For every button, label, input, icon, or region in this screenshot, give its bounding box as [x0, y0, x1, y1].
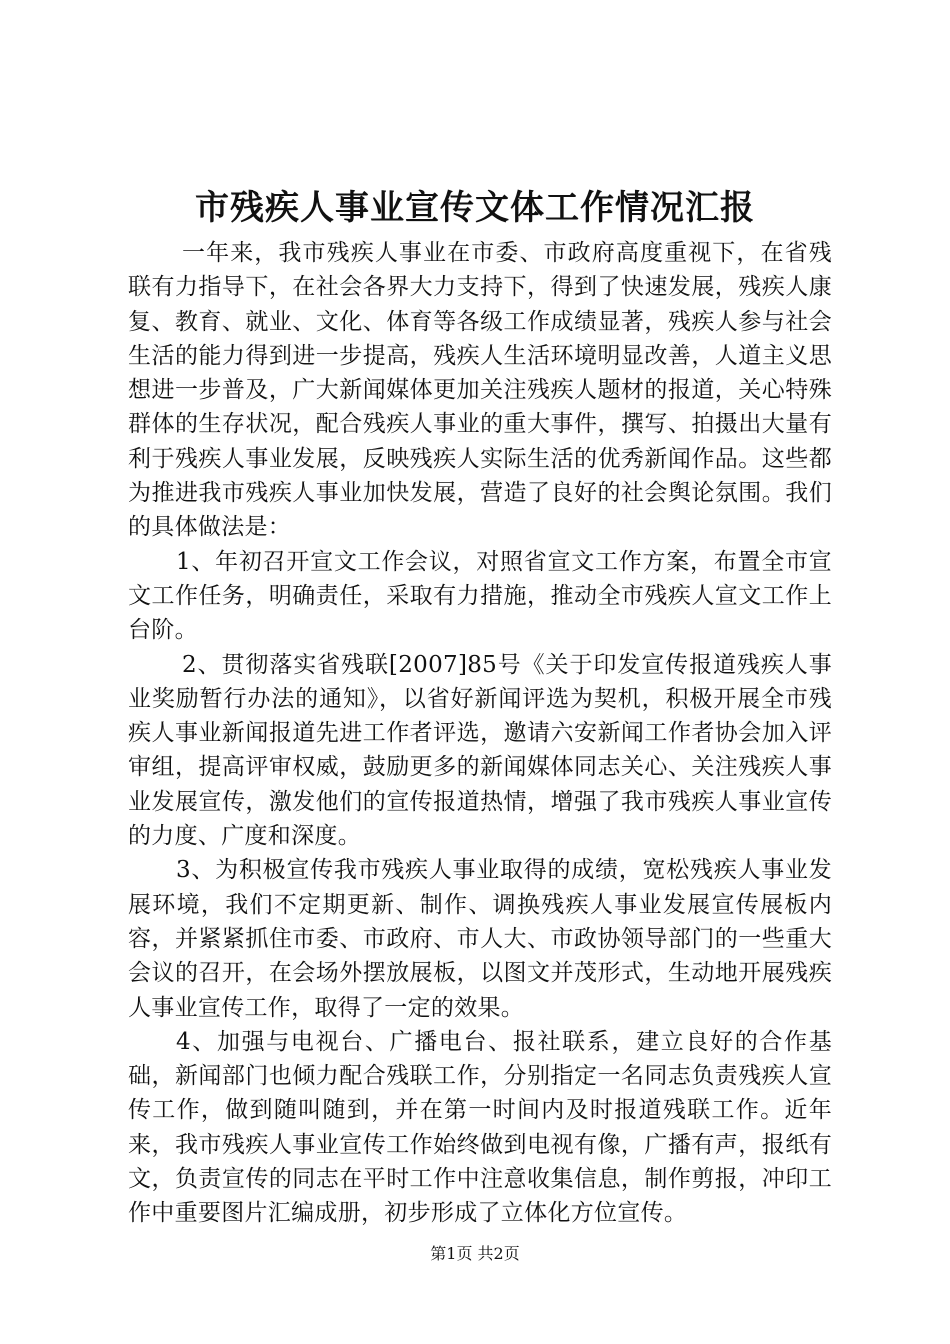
- page-footer: 第1页 共2页: [430, 1244, 520, 1263]
- paragraph-item-3: 3、为积极宣传我市残疾人事业取得的成绩，宽松残疾人事业发展环境，我们不定期更新、制作、调换残疾人事业发展宣传展板内容，并紧紧抓住市委、市政府、市人大、市政协领导部门的一些重大会议的召开，在会场外摆放展板，以图文并茂形式，生动地开展残疾人事业宣传工作，取得了一定的效果。: [128, 857, 832, 1021]
- paragraph-item-1: 1、年初召开宣文工作会议，对照省宣文工作方案，布置全市宣文工作任务，明确责任，采取有力措施，推动全市残疾人宣文工作上台阶。: [128, 548, 832, 644]
- document-body: [128, 236, 832, 1231]
- document-title: 市残疾人事业宣传文体工作情况汇报: [195, 188, 755, 228]
- paragraph-intro: 一年来，我市残疾人事业在市委、市政府高度重视下，在省残联有力指导下，在社会各界大力支持下，得到了快速发展，残疾人康复、教育、就业、文化、体育等各级工作成绩显著，残疾人参与社会生活的能力得到进一步提高，残疾人生活环境明显改善，人道主义思想进一步普及，广大新闻媒体更加关注残疾人题材的报道，关心特殊群体的生存状况，配合残疾人事业的重大事件，撰写、拍摄出大量有利于残疾人事业发展，反映残疾人实际生活的优秀新闻作品。这些都为推进我市残疾人事业加快发展，营造了良好的社会舆论氛围。我们的具体做法是：: [128, 240, 832, 541]
- paragraph-item-2: 2、贯彻落实省残联[2007]85号《关于印发宣传报道残疾人事业奖励暂行办法的通知》，以省好新闻评选为契机，积极开展全市残疾人事业新闻报道先进工作者评选，邀请六安新闻工作者协会加入评审组，提高评审权威，鼓励更多的新闻媒体同志关心、关注残疾人事业发展宣传，激发他们的宣传报道热情，增强了我市残疾人事业宣传的力度、广度和深度。: [128, 651, 832, 850]
- paragraph-item-4: 4、加强与电视台、广播电台、报社联系，建立良好的合作基础，新闻部门也倾力配合残联工作，分别指定一名同志负责残疾人宣传工作，做到随叫随到，并在第一时间内及时报道残联工作。近年来，我市残疾人事业宣传工作始终做到电视有像，广播有声，报纸有文，负责宣传的同志在平时工作中注意收集信息，制作剪报，冲印工作中重要图片汇编成册，初步形成了立体化方位宣传。: [128, 1028, 832, 1227]
